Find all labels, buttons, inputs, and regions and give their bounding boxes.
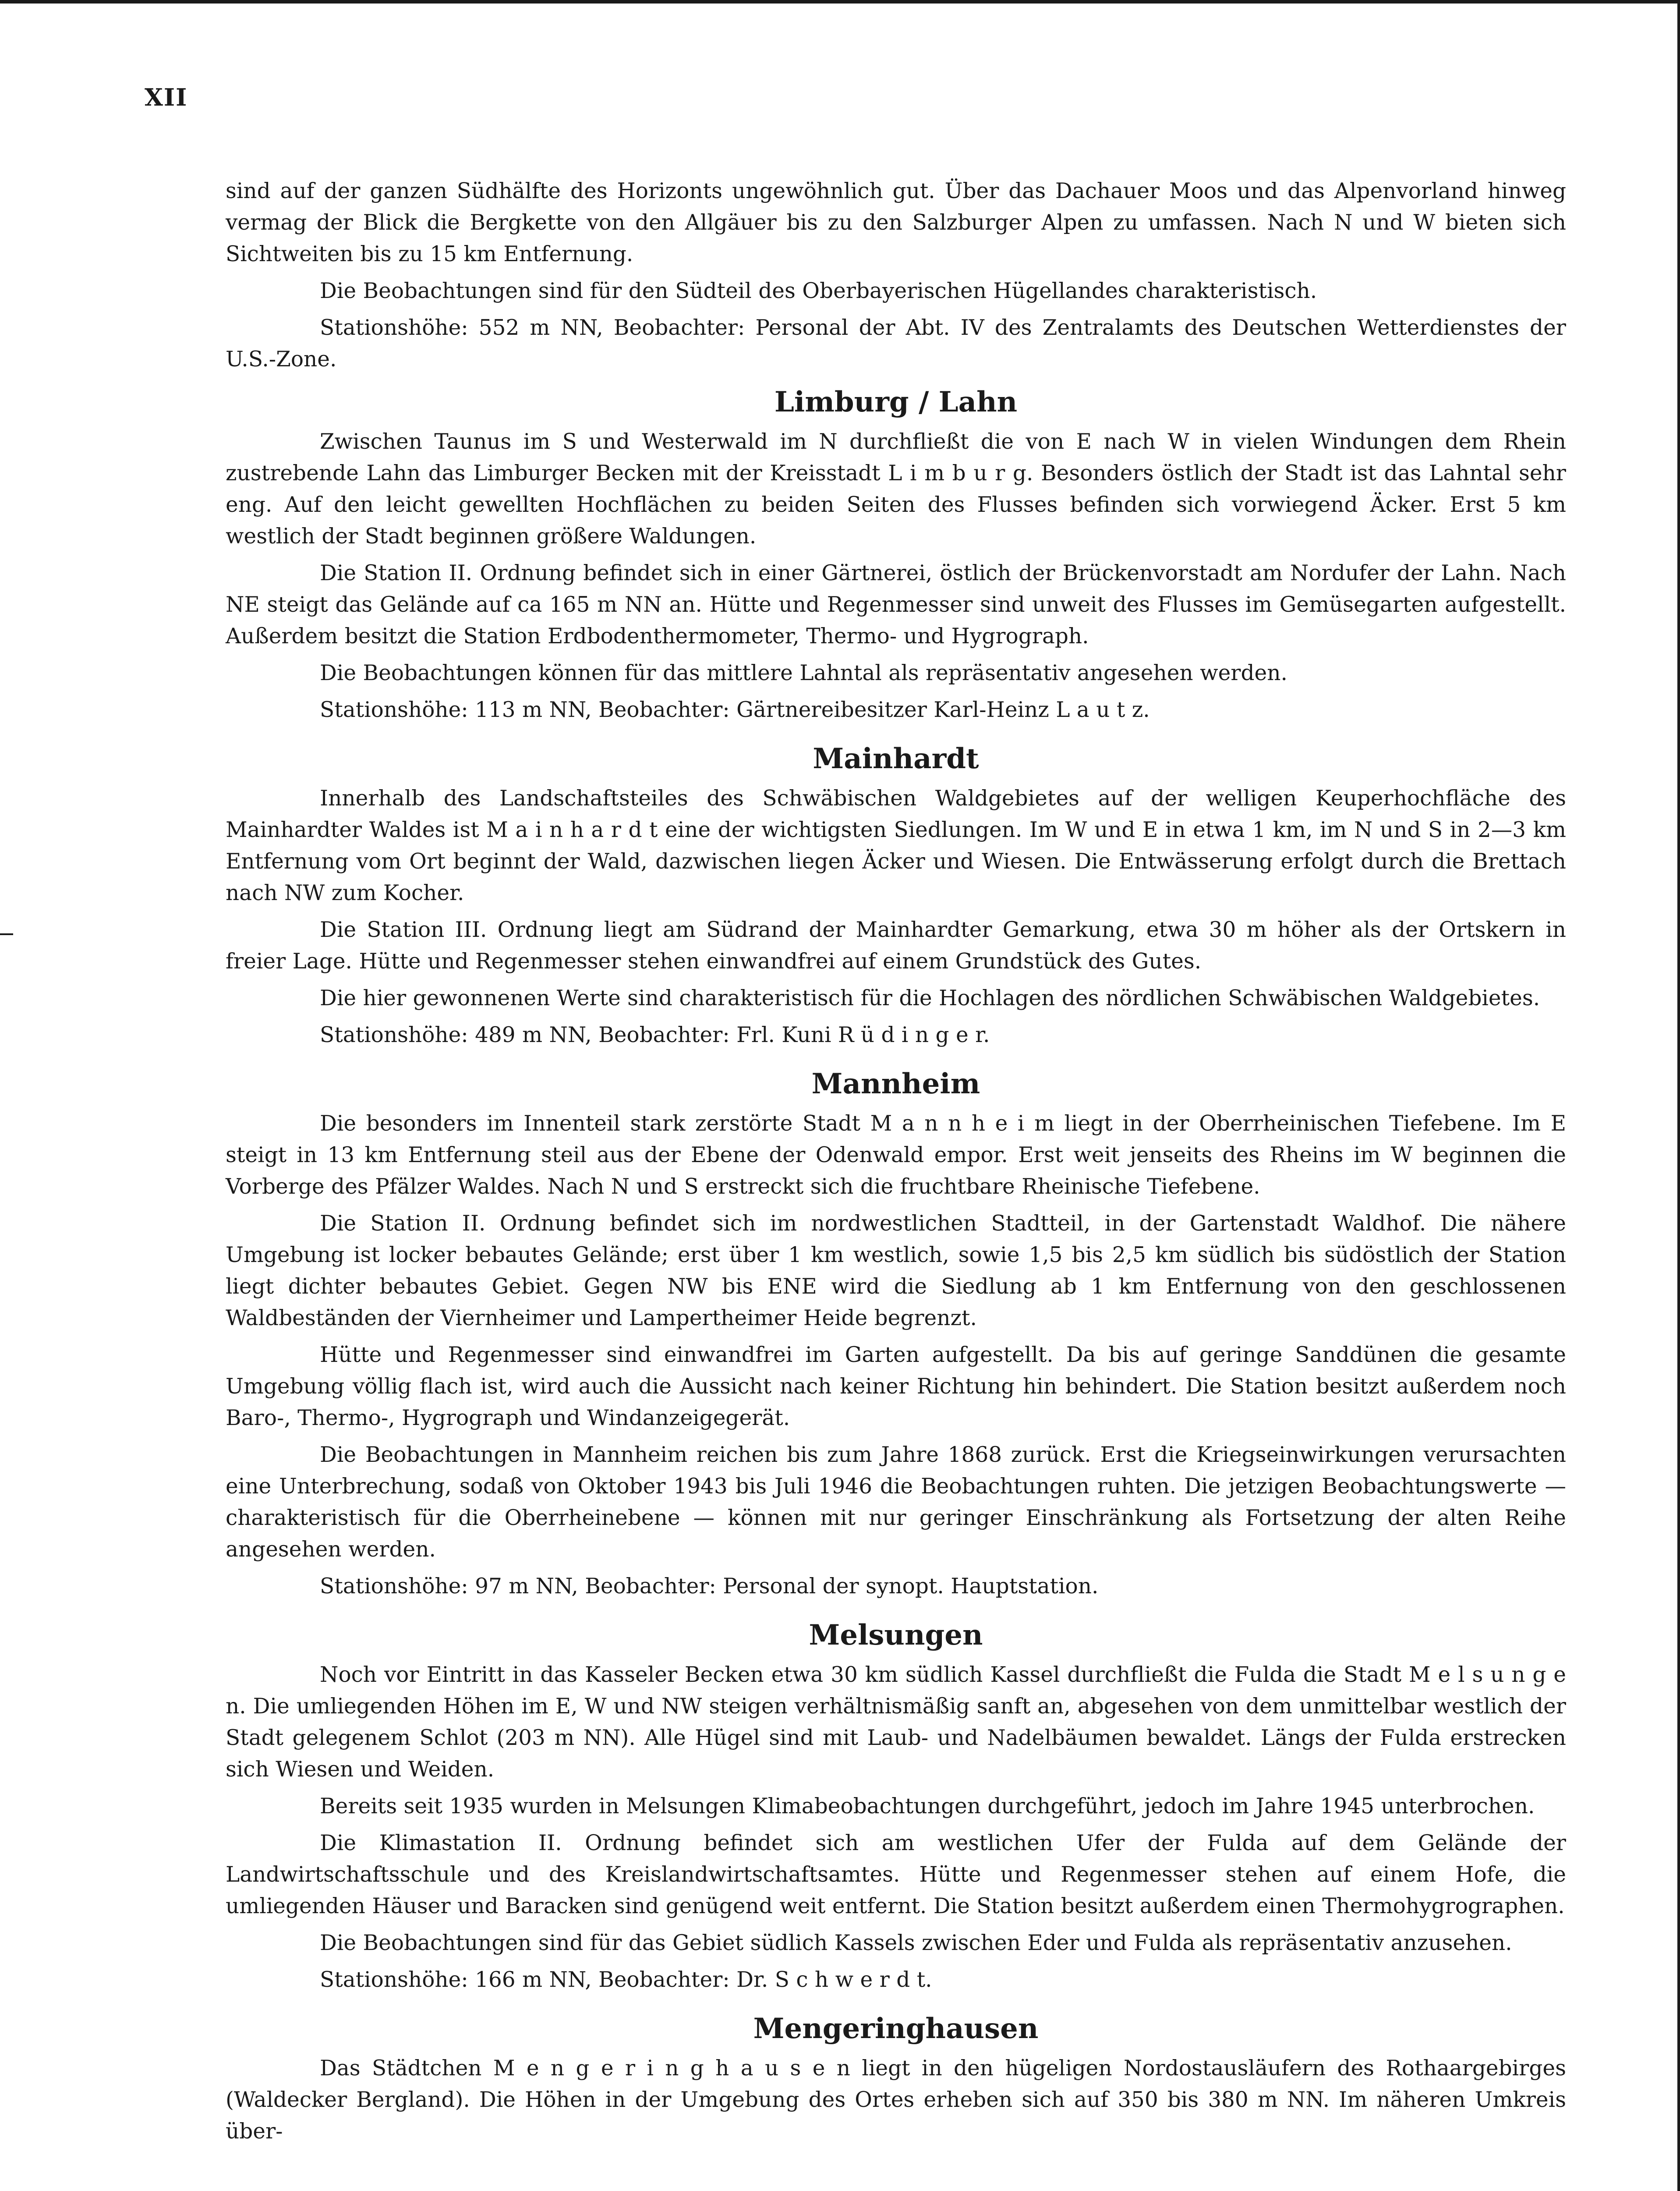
section-paragraph: Innerhalb des Landschaftsteiles des Schwäbischen Waldgebietes auf der welligen Keuperhochfläche des Mainhardter Waldes ist M a i n h a r d t eine der wichtigsten Siedlungen. Im W und E in etwa 1 km, im N und S in 2—3 km Entfernung vom Ort beginnt der Wald, dazwischen liegen Äcker und Wiesen. Die Entwässerung erfolgt durch die Brettach nach NW zum Kocher.: [226, 786, 1566, 905]
margin-mark: [0, 933, 13, 935]
section-paragraph: Die Station II. Ordnung befindet sich in einer Gärtnerei, östlich der Brückenvorstadt am Nordufer der Lahn. Nach NE steigt das Gelände auf ca 165 m NN an. Hütte und Regenmesser sind unweit des Flusses im Gemüsegarten aufgestellt. Außerdem besitzt die Station Erdbodenthermometer, Thermo- und Hygrograph.: [226, 561, 1566, 649]
page-border-right: [1677, 0, 1680, 2191]
section-paragraph: Stationshöhe: 113 m NN, Beobachter: Gärtnereibesitzer Karl-Heinz L a u t z.: [320, 698, 1150, 722]
section-paragraph: Die Klimastation II. Ordnung befindet sich am westlichen Ufer der Fulda auf dem Gelände der Landwirtschaftsschule und des Kreislandwirtschaftsamtes. Hütte und Regenmesser stehen auf einem Hofe, die umliegenden Häuser und Baracken sind genügend weit entfernt. Die Station besitzt außerdem einen Thermohygrographen.: [226, 1831, 1566, 1918]
section-paragraph: Die Station III. Ordnung liegt am Südrand der Mainhardter Gemarkung, etwa 30 m höher als der Ortskern in freier Lage. Hütte und Regenmesser stehen einwandfrei auf einem Grundstück des Gutes.: [226, 918, 1566, 974]
page-border-top: [0, 0, 1680, 4]
section-paragraph: Die hier gewonnenen Werte sind charakteristisch für die Hochlagen des nördlichen Schwäbischen Waldgebietes.: [320, 986, 1540, 1010]
text-column: [226, 175, 1566, 2152]
section-paragraph: Hütte und Regenmesser sind einwandfrei im Garten aufgestellt. Da bis auf geringe Sanddünen die gesamte Umgebung völlig flach ist, wird auch die Aussicht nach keiner Richtung hin behindert. Die Station besitzt außerdem noch Baro-, Thermo-, Hygrograph und Windanzeigegerät.: [226, 1343, 1566, 1430]
section-paragraph: Die Beobachtungen können für das mittlere Lahntal als repräsentativ angesehen werden.: [320, 661, 1287, 685]
section-paragraph: Stationshöhe: 489 m NN, Beobachter: Frl. Kuni R ü d i n g e r.: [320, 1023, 990, 1047]
section-paragraph: Zwischen Taunus im S und Westerwald im N durchfließt die von E nach W in vielen Windungen dem Rhein zustrebende Lahn das Limburger Becken mit der Kreisstadt L i m b u r g. Besonders östlich der Stadt ist das Lahntal sehr eng. Auf den leicht gewellten Hochflächen zu beiden Seiten des Flusses befinden sich vorwiegend Äcker. Erst 5 km westlich der Stadt beginnen größere Waldungen.: [226, 429, 1566, 549]
section-heading-mengeringhausen: Mengeringhausen: [753, 2012, 1039, 2045]
section-paragraph: Stationshöhe: 166 m NN, Beobachter: Dr. S c h w e r d t.: [320, 1968, 932, 1992]
intro-paragraph: Stationshöhe: 552 m NN, Beobachter: Personal der Abt. IV des Zentralamts des Deutschen Wetterdienstes der U.S.-Zone.: [226, 316, 1566, 372]
section-heading-limburg: Limburg / Lahn: [774, 386, 1018, 418]
intro-paragraph: sind auf der ganzen Südhälfte des Horizonts ungewöhnlich gut. Über das Dachauer Moos und das Alpenvorland hinweg vermag der Blick die Bergkette von den Allgäuer bis zu den Salzburger Alpen zu umfassen. Nach N und W bieten sich Sichtweiten bis zu 15 km Entfernung.: [226, 179, 1566, 266]
section-paragraph: Das Städtchen M e n g e r i n g h a u s e n liegt in den hügeligen Nordostausläufern des Rothaargebirges (Waldecker Bergland). Die Höhen in der Umgebung des Ortes erheben sich auf 350 bis 380 m NN. Im näheren Umkreis über-: [226, 2056, 1566, 2144]
intro-paragraph: Die Beobachtungen sind für den Südteil des Oberbayerischen Hügellandes charakteristisch.: [320, 279, 1317, 303]
page-number: XII: [145, 83, 188, 111]
section-paragraph: Die Station II. Ordnung befindet sich im nordwestlichen Stadtteil, in der Gartenstadt Waldhof. Die nähere Umgebung ist locker bebautes Gelände; erst über 1 km westlich, sowie 1,5 bis 2,5 km südlich bis südöstlich der Station liegt dichter bebautes Gebiet. Gegen NW bis ENE wird die Siedlung ab 1 km Entfernung von den geschlossenen Waldbeständen der Viernheimer und Lampertheimer Heide begrenzt.: [226, 1211, 1566, 1330]
section-paragraph: Bereits seit 1935 wurden in Melsungen Klimabeobachtungen durchgeführt, jedoch im Jahre 1945 unterbrochen.: [320, 1794, 1535, 1819]
section-heading-mannheim: Mannheim: [811, 1067, 980, 1100]
section-paragraph: Die besonders im Innenteil stark zerstörte Stadt M a n n h e i m liegt in der Oberrheinischen Tiefebene. Im E steigt in 13 km Entfernung steil aus der Ebene der Odenwald empor. Erst weit jenseits des Rheins im W beginnen die Vorberge des Pfälzer Waldes. Nach N und S erstreckt sich die fruchtbare Rheinische Tiefebene.: [226, 1111, 1566, 1199]
section-paragraph: Stationshöhe: 97 m NN, Beobachter: Personal der synopt. Hauptstation.: [320, 1574, 1099, 1599]
section-heading-mainhardt: Mainhardt: [813, 742, 979, 775]
section-paragraph: Noch vor Eintritt in das Kasseler Becken etwa 30 km südlich Kassel durchfließt die Fulda die Stadt M e l s u n g e n. Die umliegenden Höhen im E, W und NW steigen verhältnismäßig sanft an, abgesehen von dem unmittelbar westlich der Stadt gelegenem Schlot (203 m NN). Alle Hügel sind mit Laub- und Nadelbäumen bewaldet. Längs der Fulda erstrecken sich Wiesen und Weiden.: [226, 1663, 1566, 1782]
section-paragraph: Die Beobachtungen in Mannheim reichen bis zum Jahre 1868 zurück. Erst die Kriegseinwirkungen verursachten eine Unterbrechung, sodaß von Oktober 1943 bis Juli 1946 die Beobachtungen ruhten. Die jetzigen Beobachtungswerte — charakteristisch für die Oberrheinebene — können mit nur geringer Einschränkung als Fortsetzung der alten Reihe angesehen werden.: [226, 1443, 1566, 1562]
section-heading-melsungen: Melsungen: [809, 1619, 983, 1652]
section-paragraph: Die Beobachtungen sind für das Gebiet südlich Kassels zwischen Eder und Fulda als repräsentativ anzusehen.: [320, 1931, 1512, 1955]
